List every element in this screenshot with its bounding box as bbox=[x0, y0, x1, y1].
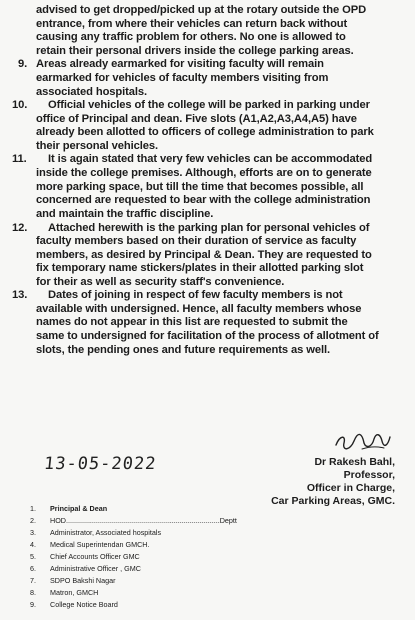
body-line-text: causing any traffic problem for others. No one is allowed to bbox=[36, 31, 346, 43]
copy-to-number: 8. bbox=[30, 588, 36, 597]
copy-to-item bbox=[30, 516, 400, 526]
copy-to-text: Matron, GMCH bbox=[50, 588, 99, 597]
item-number: 13. bbox=[12, 289, 28, 301]
copy-to-number: 2. bbox=[30, 516, 36, 525]
copy-to-text: SDPO Bakshi Nagar bbox=[50, 576, 116, 585]
copy-to-text: Principal & Dean bbox=[50, 504, 108, 513]
body-line-text: office of Principal and dean. Five slots (A1,A2,A3,A4,A5) have bbox=[36, 113, 357, 125]
body-line-text: members, as desired by Principal & Dean. They are requested to bbox=[36, 249, 372, 261]
copy-to-number: 4. bbox=[30, 540, 36, 549]
copy-to-item bbox=[30, 600, 400, 610]
copy-to-text: College Notice Board bbox=[50, 600, 118, 609]
body-line-text: advised to get dropped/picked up at the rotary outside the OPD bbox=[36, 4, 367, 16]
body-line-text: their personal vehicles. bbox=[36, 140, 158, 152]
body-line-text: inside the college premises. Although, efforts are on to generate bbox=[36, 167, 372, 179]
body-line-text: names do not appear in this list are requested to submit the bbox=[36, 316, 348, 328]
body-line-text: and maintain the traffic discipline. bbox=[36, 208, 214, 220]
copy-to-item bbox=[30, 540, 400, 550]
copy-to-item bbox=[30, 576, 400, 586]
signer-role: Officer in Charge, bbox=[306, 482, 395, 494]
body-line-text: associated hospitals. bbox=[36, 86, 148, 98]
body-line-text: Official vehicles of the college will be parked in parking under bbox=[48, 99, 370, 111]
signer-dept: Car Parking Areas, GMC. bbox=[271, 495, 395, 507]
copy-to-item bbox=[30, 564, 400, 574]
body-line-text: concerned are requested to bear with the college administration bbox=[36, 194, 371, 206]
copy-to-number: 6. bbox=[30, 564, 36, 573]
copy-to-number: 7. bbox=[30, 576, 36, 585]
body-line-text: available with undersigned. Hence, all faculty members whose bbox=[36, 303, 362, 315]
copy-to-item bbox=[30, 504, 400, 514]
copy-to-text: Medical Superintendan GMCH. bbox=[50, 540, 150, 549]
copy-to-number: 3. bbox=[30, 528, 36, 537]
copy-to-item bbox=[30, 588, 400, 598]
signer-name: Dr Rakesh Bahl, bbox=[314, 456, 395, 468]
copy-to-text: HOD.............................................................................Deptt bbox=[50, 516, 237, 525]
body-line-text: Attached herewith is the parking plan for personal vehicles of bbox=[48, 222, 370, 234]
copy-to-text: Administrative Officer , GMC bbox=[50, 564, 141, 573]
item-number: 9. bbox=[18, 58, 28, 70]
item-number: 12. bbox=[12, 222, 28, 234]
copy-to-number: 5. bbox=[30, 552, 36, 561]
copy-to-number: 1. bbox=[30, 504, 36, 513]
copy-to-text: Administrator, Associated hospitals bbox=[50, 528, 162, 537]
signature-scrawl bbox=[332, 429, 392, 455]
body-line-text: Dates of joining in respect of few faculty members is not bbox=[48, 289, 343, 301]
body-line-text: slots, the pending ones and future requirements as well. bbox=[36, 344, 331, 356]
body-line-text: earmarked for vehicles of faculty members visiting from bbox=[36, 72, 329, 84]
body-line-text: Areas already earmarked for visiting faculty will remain bbox=[36, 58, 324, 70]
handwritten-date: 13-05-2022 bbox=[42, 454, 158, 474]
body-line-text: fix temporary name stickers/plates in their allotted parking slot bbox=[36, 262, 364, 274]
copy-to-number: 9. bbox=[30, 600, 36, 609]
copy-to-item bbox=[30, 528, 400, 538]
copy-to-item bbox=[30, 552, 400, 562]
signer-title: Professor, bbox=[343, 469, 395, 481]
body-line-text: already been allotted to officers of college administration to park bbox=[36, 126, 374, 138]
body-line-text: faculty members based on their duration of service as faculty bbox=[36, 235, 357, 247]
body-line-text: It is again stated that very few vehicles can be accommodated bbox=[48, 153, 373, 165]
body-line-text: same to undersigned for facilitation of the process of allotment of bbox=[36, 330, 379, 342]
body-line-text: retain their personal drivers inside the college parking areas. bbox=[36, 45, 354, 57]
body-line-text: more parking space, but till the time that becomes possible, all bbox=[36, 181, 364, 193]
item-number: 10. bbox=[12, 99, 28, 111]
body-line-text: for their as well as security staff's convenience. bbox=[36, 276, 285, 288]
item-number: 11. bbox=[12, 153, 27, 165]
copy-to-text: Chief Accounts Officer GMC bbox=[50, 552, 140, 561]
body-line-text: entrance, from where their vehicles can return back without bbox=[36, 18, 348, 30]
